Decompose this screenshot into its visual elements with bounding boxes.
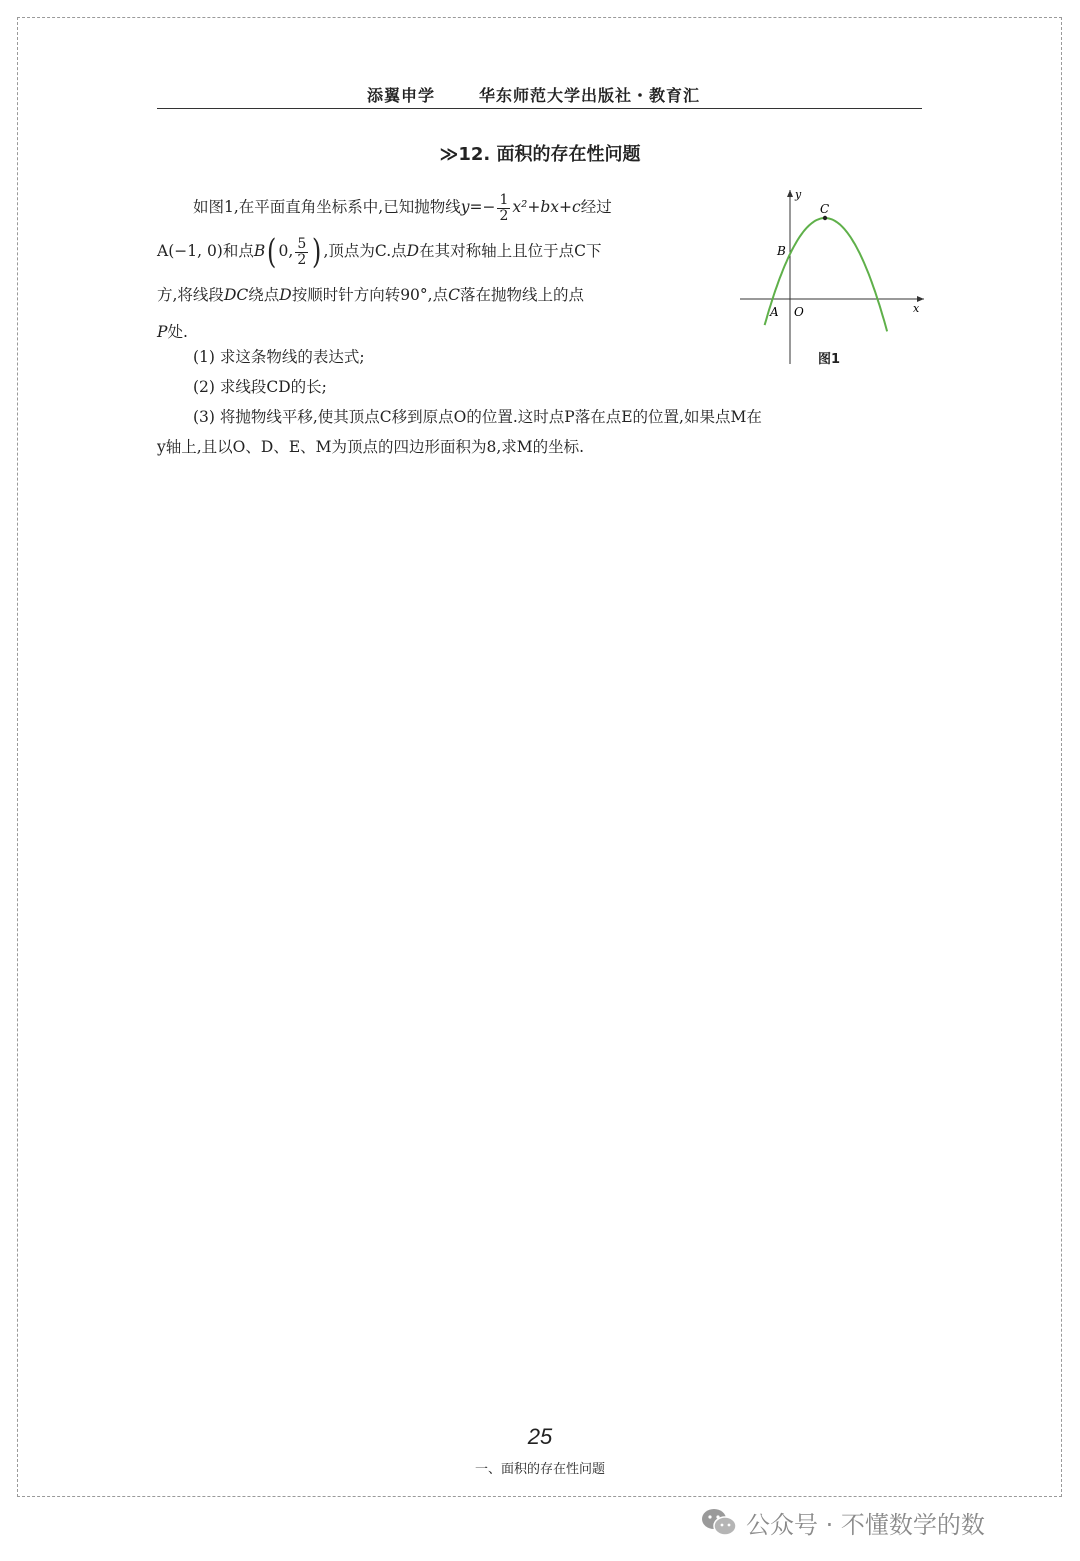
text-span: 处. [167, 323, 188, 342]
fraction-half [497, 193, 510, 223]
label-y: y [795, 188, 802, 201]
subquestion-2: (2) 求线段CD的长; [193, 378, 327, 396]
text-span: =− [469, 198, 496, 217]
subquestion-1: (1) 求这条物线的表达式; [193, 348, 365, 366]
text-span: 落在抛物线上的点 [459, 286, 584, 305]
math-var: P [157, 323, 168, 342]
problem-statement [157, 186, 722, 348]
page-number: 25 [527, 1424, 553, 1449]
label-a: A [770, 305, 779, 319]
text-span: 如图1,在平面直角坐标系中,已知抛物线 [193, 198, 461, 217]
text-span: + [527, 198, 541, 217]
math-var: D [279, 286, 292, 305]
text-span: 在其对称轴上且位于点C下 [419, 242, 602, 261]
watermark [700, 1502, 985, 1542]
figure-1-parabola [738, 186, 928, 366]
math-var: x² [512, 198, 528, 217]
wechat-icon [700, 1506, 738, 1538]
text-span: 经过 [580, 198, 612, 217]
figure-caption: 图1 [818, 352, 841, 367]
label-x: x [913, 302, 920, 315]
text-span: 绕点 [248, 286, 280, 305]
problem-line-3 [157, 274, 722, 318]
left-paren: ( [267, 232, 277, 272]
vertex-c-point [823, 216, 827, 220]
math-var: DC [223, 286, 249, 305]
section-title: ≫12. 面积的存在性问题 [439, 144, 641, 165]
numerator: 5 [297, 235, 307, 252]
text-span: 按顺时针方向转90°,点 [291, 286, 449, 305]
math-var: c [572, 198, 581, 217]
parabola-curve [765, 218, 888, 331]
math-var: C [448, 286, 460, 305]
label-o: O [794, 305, 804, 319]
denominator: 2 [297, 251, 307, 268]
text-span: A(−1, 0)和点 [157, 242, 254, 261]
numerator: 1 [499, 191, 509, 208]
problem-line-2 [157, 230, 722, 274]
text-span: 方,将线段 [157, 286, 224, 305]
label-c: C [820, 202, 830, 216]
right-paren: ) [312, 232, 322, 272]
subquestion-3-line-2: y轴上,且以O、D、E、M为顶点的四边形面积为8,求M的坐标. [157, 438, 585, 456]
subquestion-3-line-1: (3) 将抛物线平移,使其顶点C移到原点O的位置.这时点P落在点E的位置,如果点M在 [193, 408, 762, 426]
denominator: 2 [499, 207, 509, 224]
math-var: B [253, 242, 266, 261]
math-var: bx [540, 198, 560, 217]
math-var: y [460, 198, 470, 217]
problem-line-1 [157, 186, 722, 230]
math-var: D [406, 242, 420, 261]
text-span: ,顶点为C.点 [323, 242, 407, 261]
text-span: 0, [278, 242, 294, 261]
header-school: 添翼申学 [367, 86, 436, 105]
page-header [157, 82, 922, 109]
header-publisher: 华东师范大学出版社・教育汇 [479, 86, 701, 105]
label-b: B [777, 244, 786, 258]
footer-chapter: 一、面积的存在性问题 [474, 1462, 605, 1477]
y-axis-arrow-icon [787, 190, 793, 197]
text-span: + [559, 198, 573, 217]
watermark-text: 公众号 · 不懂数学的数 [746, 1510, 985, 1539]
fraction-five-halves [295, 237, 308, 267]
